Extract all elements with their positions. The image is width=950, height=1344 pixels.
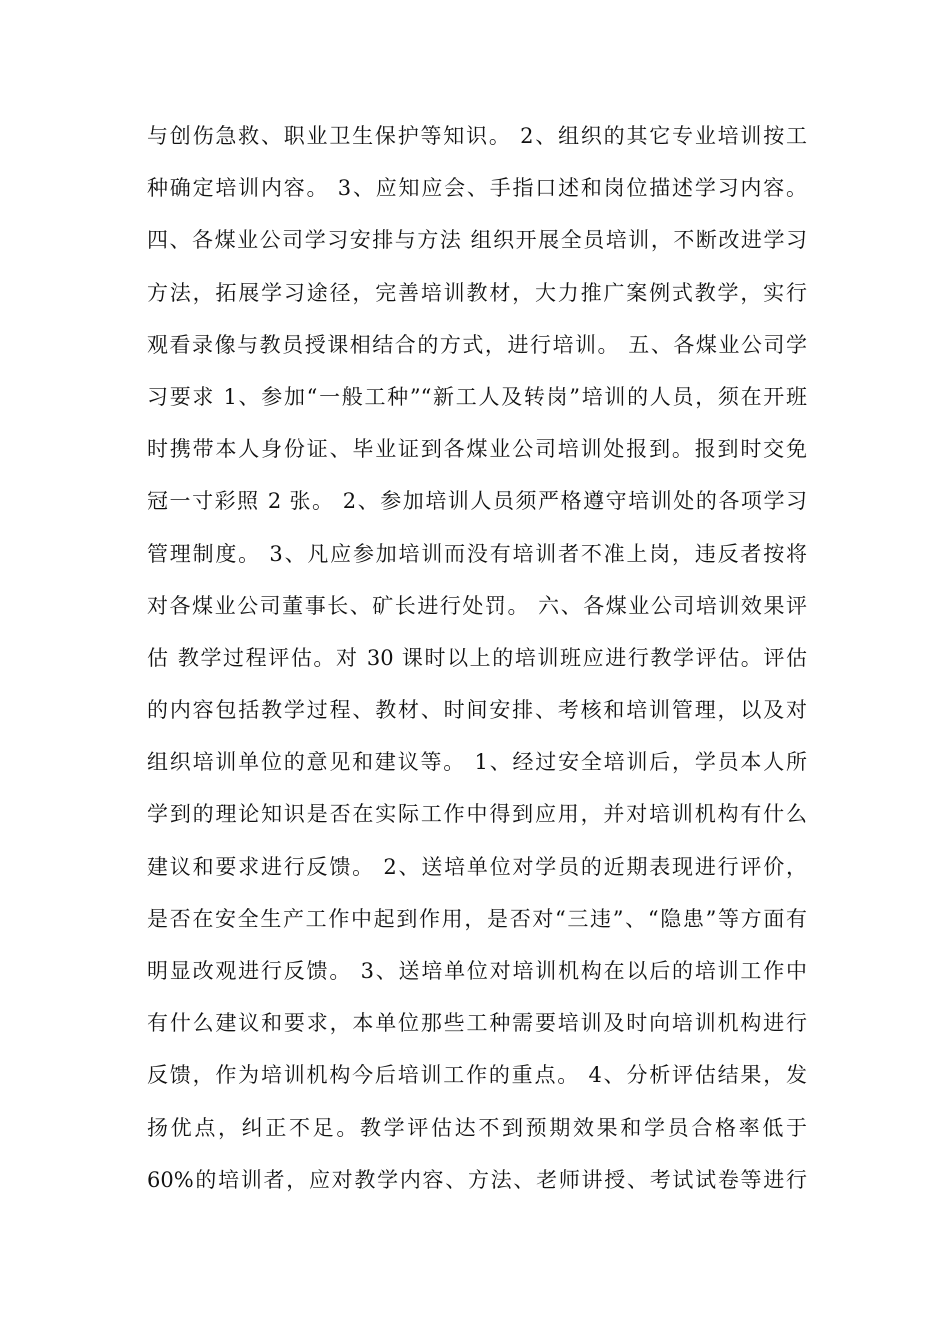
text-line: 方法，拓展学习途径，完善培训教材，大力推广案例式教学，实行 bbox=[147, 280, 807, 305]
text-line: 时携带本人身份证、毕业证到各煤业公司培训处报到。报到时交免 bbox=[147, 437, 807, 462]
text-line: 估 教学过程评估。对 30 课时以上的培训班应进行教学评估。评估 bbox=[147, 645, 807, 670]
text-line: 学到的理论知识是否在实际工作中得到应用，并对培训机构有什么 bbox=[147, 802, 807, 827]
body-text bbox=[147, 118, 807, 1214]
text-line: 组织培训单位的意见和建议等。 1、经过安全培训后，学员本人所 bbox=[147, 750, 807, 775]
text-line: 与创伤急救、职业卫生保护等知识。 2、组织的其它专业培训按工 bbox=[147, 124, 807, 148]
text-line: 明显改观进行反馈。 3、送培单位对培训机构在以后的培训工作中 bbox=[147, 959, 807, 983]
text-line: 观看录像与教员授课相结合的方式，进行培训。 五、各煤业公司学 bbox=[147, 332, 807, 357]
text-line: 管理制度。 3、凡应参加培训而没有培训者不准上岗，违反者按将 bbox=[147, 541, 807, 566]
text-line: 对各煤业公司董事长、矿长进行处罚。 六、各煤业公司培训效果评 bbox=[147, 593, 807, 618]
text-line: 建议和要求进行反馈。 2、送培单位对学员的近期表现进行评价， bbox=[147, 854, 807, 879]
text-line: 四、各煤业公司学习安排与方法 组织开展全员培训，不断改进学习 bbox=[147, 228, 807, 253]
text-line: 习要求 1、参加“一般工种”“新工人及转岗”培训的人员，须在开班 bbox=[147, 384, 807, 409]
text-line: 扬优点，纠正不足。教学评估达不到预期效果和学员合格率低于 bbox=[147, 1115, 807, 1140]
text-line: 种确定培训内容。 3、应知应会、手指口述和岗位描述学习内容。 bbox=[147, 176, 807, 201]
text-line: 有什么建议和要求，本单位那些工种需要培训及时向培训机构进行 bbox=[147, 1011, 807, 1036]
text-line: 的内容包括教学过程、教材、时间安排、考核和培训管理，以及对 bbox=[147, 698, 807, 723]
text-line: 反馈，作为培训机构今后培训工作的重点。 4、分析评估结果，发 bbox=[147, 1063, 807, 1088]
text-line: 60%的培训者，应对教学内容、方法、老师讲授、考试试卷等进行 bbox=[147, 1167, 807, 1192]
text-line: 是否在安全生产工作中起到作用，是否对“三违”、“隐患”等方面有 bbox=[147, 906, 807, 931]
text-line: 冠一寸彩照 2 张。 2、参加培训人员须严格遵守培训处的各项学习 bbox=[147, 489, 807, 514]
